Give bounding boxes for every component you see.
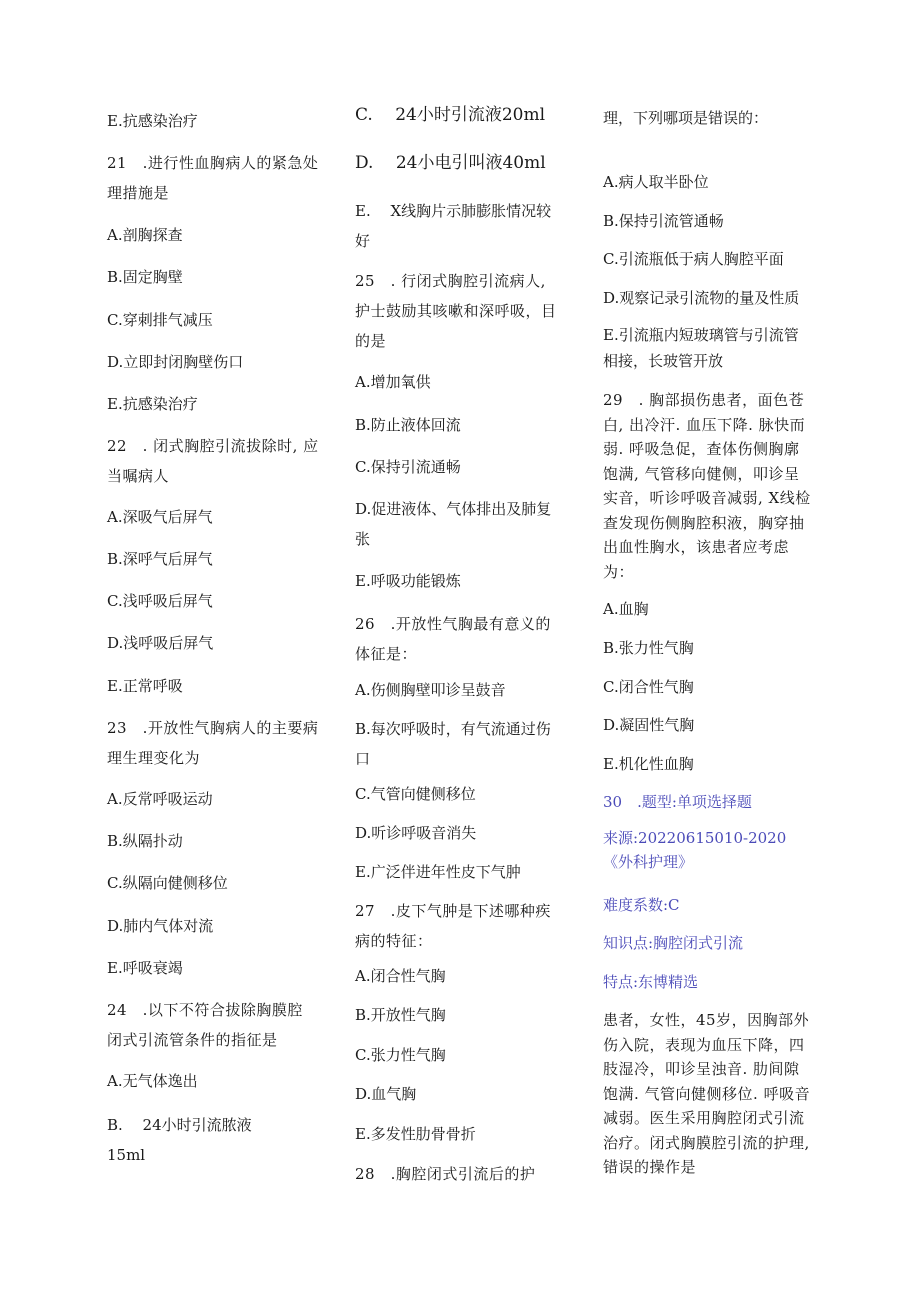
question-28-continued: 理，下列哪项是错误的： xyxy=(603,109,769,127)
option-a: A.深吸气后屏气 xyxy=(107,508,213,526)
option-e: E.广泛伴进年性皮下气肿 xyxy=(355,863,521,881)
option-a: A.剖胸探查 xyxy=(107,226,183,244)
question-23: 23 .开放性气胸病人的主要病理生理变化为 xyxy=(107,719,319,767)
option-e: E.呼吸功能锻炼 xyxy=(355,572,461,590)
question-29: 29 . 胸部损伤患者，面色苍白, 出冷汗. 血压下降. 脉快而弱. 呼吸急促，查体伤侧胸廓饱满, 气管移向健侧，叩诊呈实音，听诊呼吸音减弱, X线检查发现伤侧胸腔积液，胸穿抽出血性胸水，该患者应考虑为： xyxy=(603,391,811,581)
question-28: 28 .胸腔闭式引流后的护 xyxy=(355,1165,536,1183)
option-b: B.保持引流管通畅 xyxy=(603,212,724,230)
question-21: 21 .进行性血胸病人的紧急处理措施是 xyxy=(107,154,319,202)
option-a: A.闭合性气胸 xyxy=(355,967,446,985)
question-source: 来源:20220615010-2020《外科护理》 xyxy=(603,829,787,871)
difficulty: 难度系数:C xyxy=(603,896,680,914)
knowledge-point: 知识点:胸腔闭式引流 xyxy=(603,934,744,952)
option-b: B.开放性气胸 xyxy=(355,1006,446,1024)
option-c: C.纵隔向健侧移位 xyxy=(107,874,228,892)
option-b: B.深呼气后屏气 xyxy=(107,550,213,568)
option-d: D.促进液体、气体排出及肺复张 xyxy=(355,500,552,548)
question-30-type: 30 .题型:单项选择题 xyxy=(603,793,752,811)
option-d: D.浅呼吸后屏气 xyxy=(107,634,214,652)
option-a: A.无气体逸出 xyxy=(107,1072,198,1090)
option-e: E.抗感染治疗 xyxy=(107,112,198,130)
option-c: C. 24小时引流液20ml xyxy=(355,105,546,125)
option-d: D. 24小电引叫液40ml xyxy=(355,153,546,173)
question-30-stem: 患者，女性，45岁，因胸部外伤入院，表现为血压下降，四肢湿冷，叩诊呈浊音. 肋间隙饱满. 气管向健侧移位. 呼吸音减弱。医生采用胸腔闭式引流治疗。闭式胸膜腔引流的护理, 错误的操作是 xyxy=(603,1011,811,1176)
question-24: 24 .以下不符合拔除胸膜腔闭式引流管条件的指征是 xyxy=(107,1001,303,1049)
option-c: C.浅呼吸后屏气 xyxy=(107,592,213,610)
option-d: D.听诊呼吸音消失 xyxy=(355,824,477,842)
option-e: E.抗感染治疗 xyxy=(107,395,198,413)
option-a: A.血胸 xyxy=(603,600,649,618)
option-a: A.病人取半卧位 xyxy=(603,173,709,191)
option-d: D.立即封闭胸壁伤口 xyxy=(107,353,244,371)
option-a: A.增加氧供 xyxy=(355,373,431,391)
option-d: D.血气胸 xyxy=(355,1085,417,1103)
option-e: E.多发性肋骨骨折 xyxy=(355,1125,476,1143)
option-b: B.每次呼吸时，有气流通过伤口 xyxy=(355,720,551,768)
option-a: A.反常呼吸运动 xyxy=(107,790,213,808)
option-e: E.机化性血胸 xyxy=(603,755,694,773)
question-26: 26 .开放性气胸最有意义的体征是： xyxy=(355,615,551,663)
option-c: C.气管向健侧移位 xyxy=(355,785,476,803)
option-e: E.引流瓶内短玻璃管与引流管相接，长玻管开放 xyxy=(603,326,799,370)
option-b: B. 24小时引流脓液15ml xyxy=(107,1116,252,1164)
option-c: C.保持引流通畅 xyxy=(355,458,461,476)
option-d: D.肺内气体对流 xyxy=(107,917,214,935)
option-b: B.防止液体回流 xyxy=(355,416,461,434)
option-b: B.纵隔扑动 xyxy=(107,832,183,850)
option-e: E. X线胸片示肺膨胀情况较好 xyxy=(355,202,552,250)
option-d: D.观察记录引流物的量及性质 xyxy=(603,289,800,307)
question-25: 25 . 行闭式胸腔引流病人, 护士鼓励其咳嗽和深呼吸，目的是 xyxy=(355,272,557,350)
question-27: 27 .皮下气肿是下述哪种疾病的特征： xyxy=(355,902,551,950)
option-c: C.引流瓶低于病人胸腔平面 xyxy=(603,250,784,268)
option-c: C.穿刺排气减压 xyxy=(107,311,213,329)
feature: 特点:东博精选 xyxy=(603,973,699,991)
option-d: D.凝固性气胸 xyxy=(603,716,695,734)
option-c: C.张力性气胸 xyxy=(355,1046,446,1064)
option-c: C.闭合性气胸 xyxy=(603,678,694,696)
option-b: B.张力性气胸 xyxy=(603,639,694,657)
option-a: A.伤侧胸壁叩诊呈鼓音 xyxy=(355,681,506,699)
question-22: 22 . 闭式胸腔引流拔除时, 应当嘱病人 xyxy=(107,437,319,485)
option-e: E.呼吸衰竭 xyxy=(107,959,183,977)
option-e: E.正常呼吸 xyxy=(107,677,183,695)
option-b: B.固定胸壁 xyxy=(107,268,183,286)
